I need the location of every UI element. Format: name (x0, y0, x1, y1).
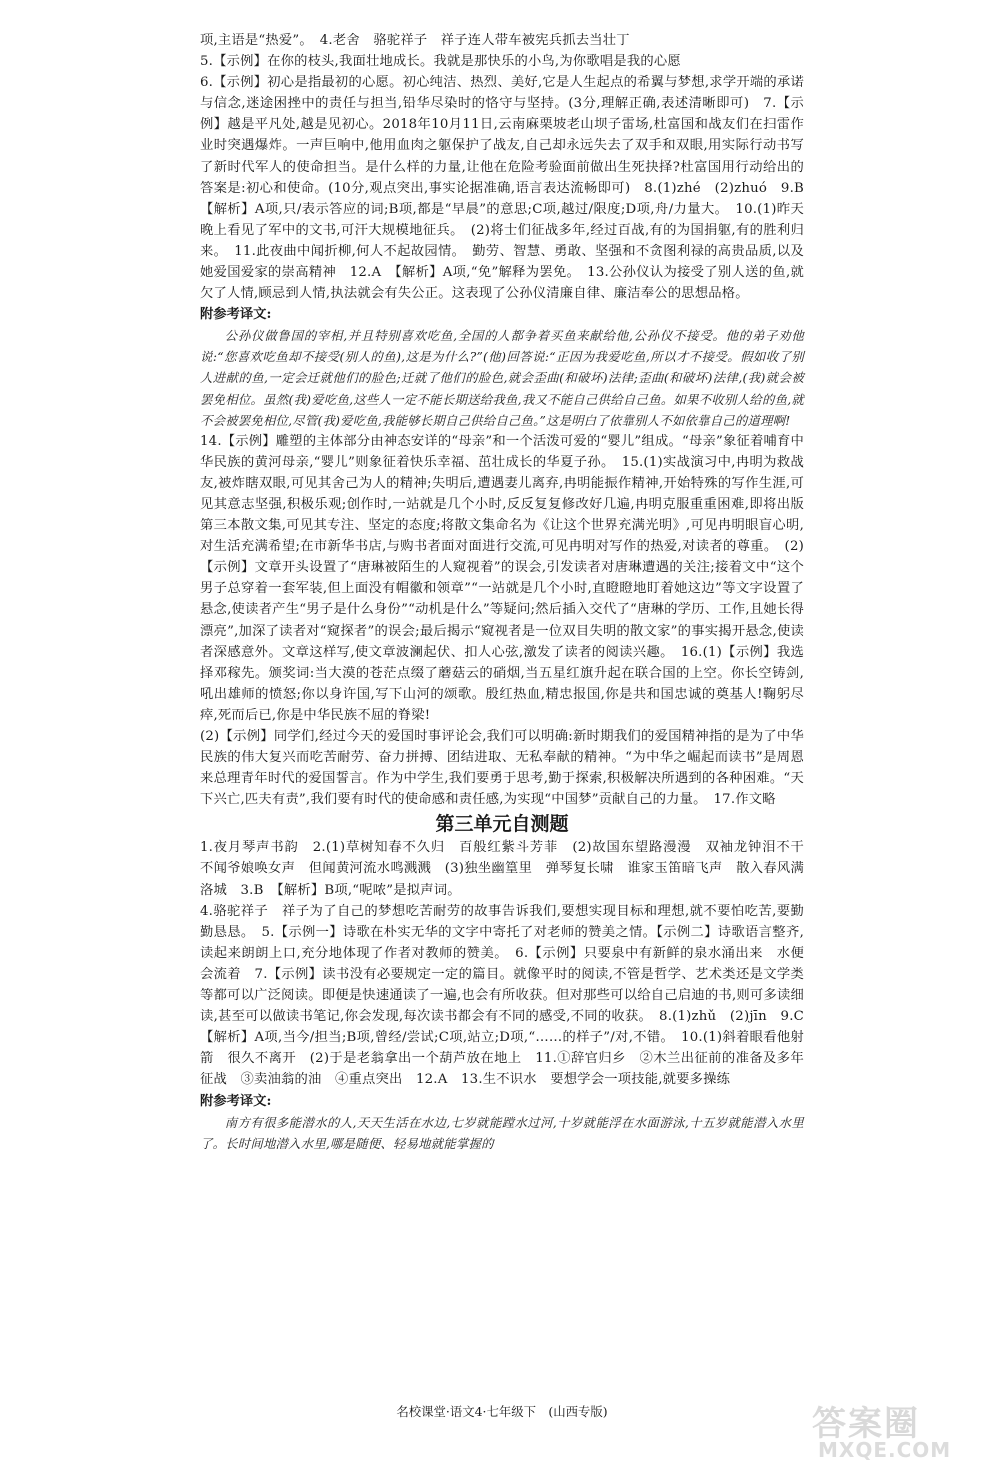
reference-translation-text: 南方有很多能潜水的人,天天生活在水边,七岁就能蹚水过河,十岁就能浮在水面游泳,十五岁就能潜入水里了。长时间地潜入水里,哪是随便、轻易地就能掌握的 (200, 1114, 804, 1151)
reference-translation-label: 附参考译文: (200, 1093, 272, 1109)
watermark-url: MXQE.COM (818, 1438, 952, 1462)
answer-paragraph: 14.【示例】雕塑的主体部分由神态安详的“母亲”和一个活泼可爱的“婴儿”组成。“母亲”象征着哺育中华民族的黄河母亲,“婴儿”则象征着快乐幸福、茁壮成长的华夏子孙。 15.(1)实战演习中,冉明为救战友,被炸瞎双眼,可见其舍己为人的精神;失明后,遭遇妻儿离弃,冉明能振作精神,开始特殊的写作生涯,可见其意志坚强,积极乐观;创作时,一站就是几个小时,反反复复修改好几遍,冉明克服重重困难,即将出版第三本散文集,可见其专注、坚定的态度;将散文集命名为《让这个世界充满光明》,可见冉明眼盲心明,对生活充满希望;在市新华书店,与购书者面对面进行交流,可见冉明对写作的热爱,对读者的尊重。 (2)【示例】文章开头设置了“唐琳被陌生的人窥视着”的误会,引发读者对唐琳遭遇的关注;接着文中“这个男子总穿着一套军装,但上面没有帽徽和领章”“一站就是几个小时,直瞪瞪地盯着她这边”等文字设置了悬念,使读者产生“男子是什么身份”“动机是什么”等疑问;然后插入交代了“唐琳的学历、工作,且她长得漂亮”,加深了读者对“窥探者”的误会;最后揭示“窥视者是一位双目失明的散文家”的事实揭开悬念,使读者深感意外。文章这样写,使文章波澜起伏、扣人心弦,激发了读者的阅读兴趣。 16.(1)【示例】我选择邓稼先。颁奖词:当大漠的苍茫点缀了蘑菇云的硝烟,当五星红旗升起在联合国的上空。你长空铸剑,吼出雄师的愤怒;你以身许国,写下山河的颂歌。殷红热血,精忠报国,你是共和国忠诚的奠基人!鞠躬尽瘁,死而后已,你是中华民族不屈的脊梁! (200, 433, 804, 723)
section-title: 第三单元自测题 (435, 813, 569, 836)
answer-paragraph: 1.夜月琴声书韵 2.(1)草树知春不久归 百般红紫斗芳菲 (2)故国东望路漫漫 双袖龙钟泪不干 不闻爷娘唤女声 但闻黄河流水鸣溅溅 (3)独坐幽篁里 弹琴复长啸 谁家玉笛暗飞声 散入春风满洛城 3.B 【解析】B项,“呢哝”是拟声词。 (200, 840, 818, 898)
reference-translation-text: 公孙仪做鲁国的宰相,并且特别喜欢吃鱼,全国的人都争着买鱼来献给他,公孙仪不接受。他的弟子劝他说:“您喜欢吃鱼却不接受(别人的鱼),这是为什么?”(他)回答说:“正因为我爱吃鱼,所以才不接受。假如收了别人进献的鱼,一定会迁就他们的脸色;迁就了他们的脸色,就会歪曲(和破坏)法律;歪曲(和破坏)法律,(我)就会被罢免相位。虽然(我)爱吃鱼,这些人一定不能长期送给我鱼,我又不能自己供给自己鱼。如果不收别人给的鱼,就不会被罢免相位,尽管(我)爱吃鱼,我能够长期自己供给自己鱼。”这是明白了依靠别人不如依靠自己的道理啊! (200, 328, 804, 428)
watermark-logo (812, 1396, 992, 1466)
answer-paragraph: 6.【示例】初心是指最初的心愿。初心纯洁、热烈、美好,它是人生起点的希翼与梦想,求学开端的承诺与信念,迷途困挫中的责任与担当,铅华尽染时的恪守与坚持。(3分,理解正确,表述清晰即可) 7.【示例】越是平凡处,越是见初心。2018年10月11日,云南麻栗坡老山坝子雷场,杜富国和战友们在扫雷作业时突遇爆炸。一声巨响中,他用血肉之躯保护了战友,自己却永远失去了双手和双眼,用实际行动书写了新时代军人的使命担当。是什么样的力量,让他在危险考验面前做出生死抉择?杜富国用行动给出的答案是:初心和使命。(10分,观点突出,事实论据准确,语言表达流畅即可) 8.(1)zhé (2)zhuó 9.B 【解析】A项,只/表示答应的词;B项,都是“早晨”的意思;C项,越过/限度;D项,舟/力量大。 10.(1)昨天晚上看见了军中的文书,可汗大规模地征兵。 (2)将士们征战多年,经过百战,有的为国捐躯,有的胜利归来。 11.此夜曲中闻折柳,何人不起故园情。 勤劳、智慧、勇敢、坚强和不贪图利禄的高贵品质,以及她爱国爱家的崇高精神 12.A 【解析】A项,“免”解释为罢免。 13.公孙仪认为接受了别人送的鱼,就欠了人情,顾忌到人情,执法就会有失公正。这表现了公孙仪清廉自律、廉洁奉公的思想品格。 (200, 75, 818, 302)
page-footer: 名校课堂·语文4·七年级下 (山西专版) (396, 1404, 608, 1419)
answer-paragraph: 5.【示例】在你的枝头,我面壮地成长。我就是那快乐的小鸟,为你歌唱是我的心愿 (200, 54, 681, 70)
watermark-title: 答案圈 (812, 1404, 920, 1444)
reference-translation-label: 附参考译文: (200, 307, 272, 323)
answer-paragraph: 4.骆驼祥子 祥子为了自己的梦想吃苦耐劳的故事告诉我们,要想实现目标和理想,就不要怕吃苦,要勤勤恳恳。 5.【示例一】诗歌在朴实无华的文字中寄托了对老师的赞美之情。【示例二】诗歌语言整齐,读起来朗朗上口,充分地体现了作者对教师的赞美。 6.【示例】只要泉中有新鲜的泉水涌出来 水便会流着 7.【示例】读书没有必要规定一定的篇目。就像平时的阅读,不管是哲学、艺术类还是文学类等都可以广泛阅读。即便是快速通读了一遍,也会有所收获。但对那些可以给自己启迪的书,则可多读细读,甚至可以做读书笔记,你会发现,每次读书都会有不同的感受,不同的收获。 8.(1)zhǔ (2)jīn 9.C 【解析】A项,当今/担当;B项,曾经/尝试;C项,站立;D项,“……的样子”/对,不错。 10.(1)斜着眼看他射箭 很久不离开 (2)于是老翁拿出一个葫芦放在地上 11.①辞官归乡 ②木兰出征前的准备及多年征战 ③卖油翁的油 ④重点突出 12.A 13.生不识水 要想学会一项技能,就要多操练 (200, 903, 818, 1088)
answer-paragraph: 项,主语是“热爱”。 4.老舍 骆驼祥子 祥子连人带车被宪兵抓去当壮丁 (200, 33, 630, 48)
answer-page (200, 30, 818, 1154)
answer-paragraph: (2)【示例】同学们,经过今天的爱国时事评论会,我们可以明确:新时期我们的爱国精神指的是为了中华民族的伟大复兴而吃苦耐劳、奋力拼搏、团结进取、无私奉献的精神。“为中华之崛起而读书”是周恩来总理青年时代的爱国誓言。作为中学生,我们要勇于思考,勤于探索,积极解决所遇到的各种困难。“天下兴亡,匹夫有责”,我们要有时代的使命感和责任感,为实现“中国梦”贡献自己的力量。 17.作文略 (200, 729, 804, 808)
